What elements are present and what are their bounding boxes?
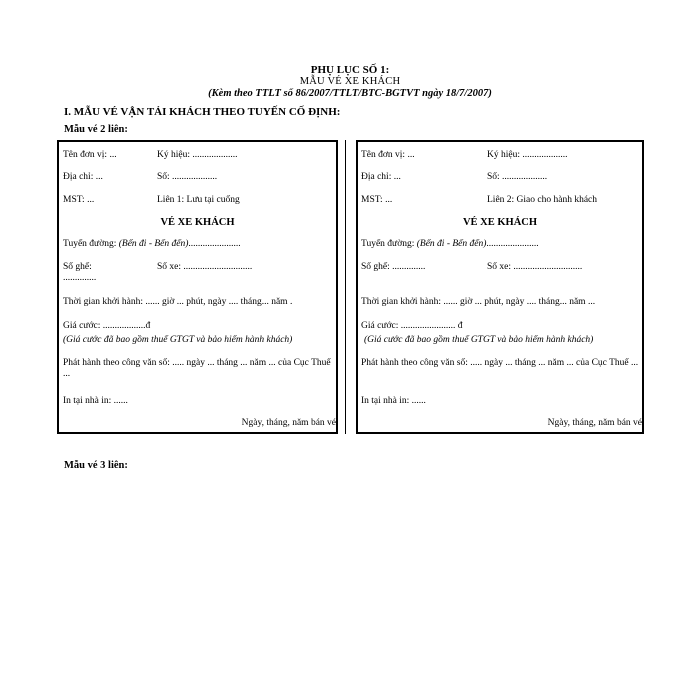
copy-label: Liên 1: Lưu tại cuống: [157, 195, 240, 205]
ticket-copy-1: [57, 140, 338, 434]
legal-reference: (Kèm theo TTLT số 86/2007/TTLT/BTC-BGTVT ngày 18/7/2007): [208, 88, 492, 99]
route-field: Tuyến đường: (Bến đi - Bến đến)......................: [63, 239, 241, 249]
sale-date-field: Ngày, tháng, năm bán vé: [241, 418, 336, 428]
appendix-title: PHỤ LỤC SỐ 1:: [310, 64, 390, 76]
form-subtitle: MẪU VÉ XE KHÁCH: [299, 76, 401, 87]
unit-name-field: Tên đơn vị: ...: [361, 150, 415, 160]
fare-note: (Giá cước đã bao gồm thuế GTGT và bảo hiểm hành khách): [364, 335, 594, 345]
seat-field: Số ghế: ..............: [361, 262, 426, 272]
printer-field: In tại nhà in: ......: [63, 396, 128, 406]
plate-field: Số xe: .............................: [487, 262, 583, 272]
fare-note: (Giá cước đã bao gồm thuế GTGT và bảo hiểm hành khách): [63, 335, 293, 345]
three-copy-label: Mẫu vé 3 liên:: [64, 460, 128, 471]
printer-field: In tại nhà in: ......: [361, 396, 426, 406]
tax-code-field: MST: ...: [361, 195, 393, 205]
section-heading: I. MẪU VÉ VẬN TẢI KHÁCH THEO TUYẾN CỐ ĐỊNH:: [64, 106, 341, 118]
tax-code-field: MST: ...: [63, 195, 95, 205]
copy-label: Liên 2: Giao cho hành khách: [487, 195, 598, 205]
two-copy-label: Mẫu vé 2 liên:: [64, 124, 128, 135]
issuance-field: Phát hành theo công văn số: ..... ngày ... tháng ... năm ... của Cục Thuế ...: [63, 358, 331, 379]
route-field: Tuyến đường: (Bến đi - Bến đến)......................: [361, 239, 539, 249]
departure-field: Thời gian khởi hành: ...... giờ ... phút, ngày .... tháng... năm .: [63, 297, 293, 307]
symbol-field: Ký hiệu: ...................: [487, 150, 568, 160]
plate-field: Số xe: .............................: [157, 262, 253, 272]
ticket-copy-2: [356, 140, 644, 434]
ticket-title: VÉ XE KHÁCH: [462, 217, 538, 228]
departure-field: Thời gian khởi hành: ...... giờ ... phút, ngày .... tháng... năm ...: [361, 297, 596, 307]
number-field: Số: ...................: [157, 172, 218, 182]
address-field: Địa chỉ: ...: [361, 172, 401, 182]
address-field: Địa chỉ: ...: [63, 172, 103, 182]
seat-field: Số ghế: ..............: [63, 262, 97, 283]
number-field: Số: ...................: [487, 172, 548, 182]
sale-date-field: Ngày, tháng, năm bán vé: [547, 418, 642, 428]
unit-name-field: Tên đơn vị: ...: [63, 150, 117, 160]
ticket-title: VÉ XE KHÁCH: [160, 217, 235, 228]
ticket-separator: [345, 140, 346, 434]
fare-field: Giá cước: ....................... đ: [361, 321, 463, 331]
issuance-field: Phát hành theo công văn số: ..... ngày ... tháng ... năm ... của Cục Thuế ...: [361, 358, 639, 368]
fare-field: Giá cước: ..................đ: [63, 321, 151, 331]
symbol-field: Ký hiệu: ...................: [157, 150, 238, 160]
